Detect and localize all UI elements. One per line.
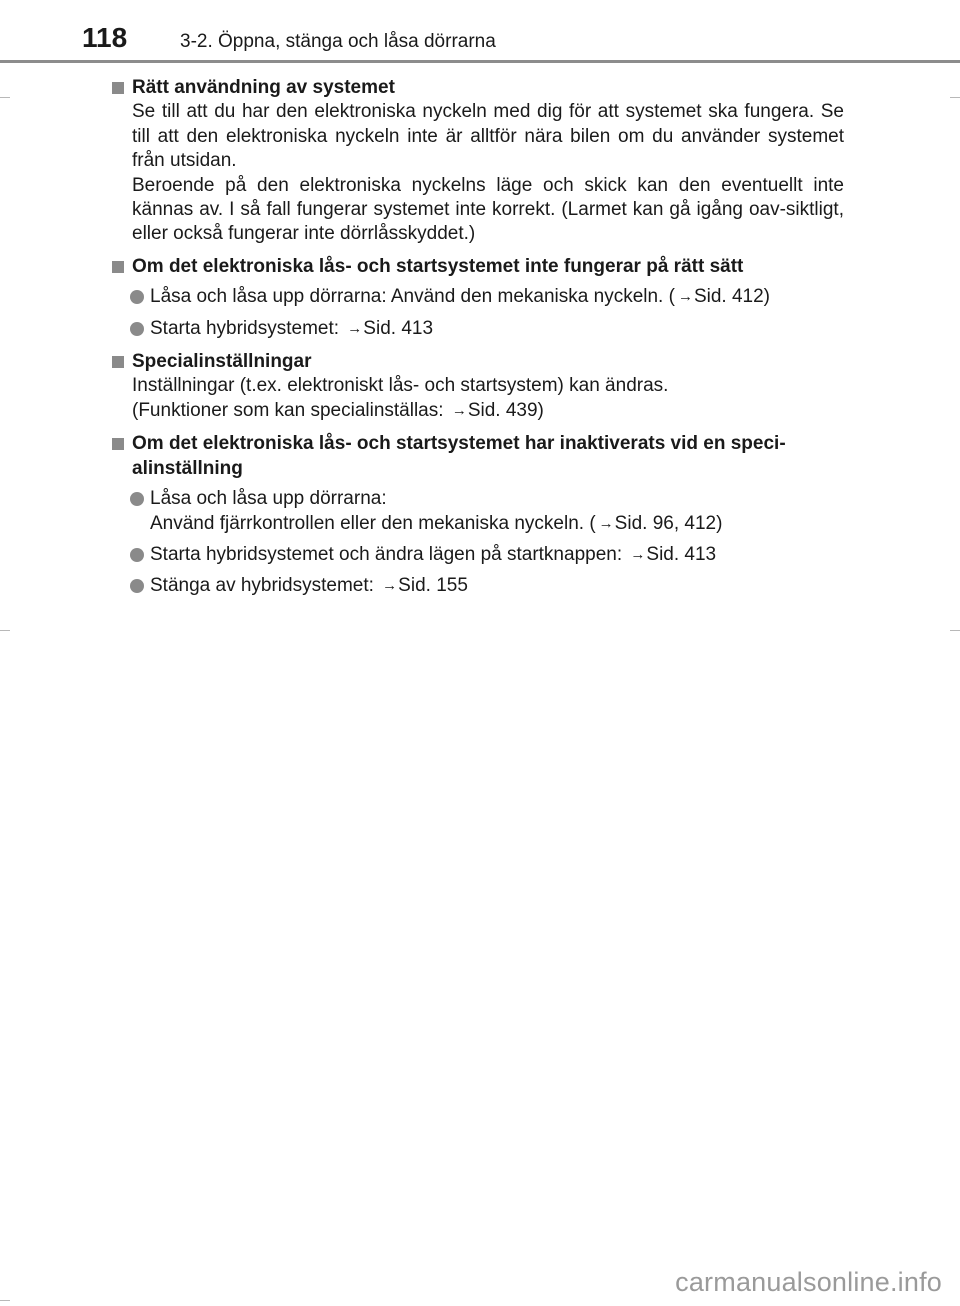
arrow-right-icon: → — [382, 577, 398, 595]
circle-bullet-icon — [130, 548, 144, 562]
header-divider — [0, 60, 960, 63]
list-item — [112, 543, 844, 568]
arrow-right-icon: → — [598, 514, 614, 532]
crop-mark — [950, 97, 960, 98]
paragraph: Beroende på den elektroniska nyckelns läge och skick kan den eventuellt inte kännas av. I så fall fungerar systemet inte korrekt. (Larmet kan gå igång oav-siktligt, eller också fungerar inte dörrlåsskyddet.) — [132, 174, 844, 245]
page-reference[interactable]: Sid. 413 — [646, 543, 717, 565]
section-heading-text: Om det elektroniska lås- och startsystemet har inaktiverats vid en speci-alinställning — [132, 433, 786, 479]
page-reference[interactable]: Sid. 439) — [467, 399, 544, 421]
section-heading-text: Rätt användning av systemet — [132, 77, 395, 98]
paragraph — [112, 399, 844, 424]
square-bullet-icon — [112, 82, 124, 94]
circle-bullet-icon — [130, 322, 144, 336]
chapter-title: 3-2. Öppna, stänga och låsa dörrarna — [180, 31, 496, 52]
paragraph: Se till att du har den elektroniska nyckeln med dig för att systemet ska fungera. Se till att den elektroniska nyckeln inte är alltför nära bilen om du använder systemet från utsidan. — [132, 101, 844, 172]
list-item-text: Stänga av hybridsystemet: — [150, 575, 380, 597]
list-item — [112, 285, 844, 310]
list-item-text: Starta hybridsystemet och ändra lägen på startknappen: — [150, 543, 628, 565]
circle-bullet-icon — [130, 290, 144, 304]
page-reference[interactable]: Sid. 155 — [398, 575, 468, 597]
page-reference[interactable]: Sid. 413 — [363, 317, 434, 339]
square-bullet-icon — [112, 261, 124, 273]
section-deactivated-system — [112, 432, 844, 599]
crop-mark — [0, 97, 10, 98]
page-reference[interactable]: Sid. 96, 412) — [614, 512, 723, 534]
page-number: 118 — [82, 22, 128, 53]
arrow-right-icon: → — [451, 401, 467, 419]
section-heading-text: Om det elektroniska lås- och startsystemet inte fungerar på rätt sätt — [132, 255, 744, 277]
crop-mark — [950, 630, 960, 631]
page-content — [112, 76, 844, 608]
section-heading — [112, 255, 844, 279]
page-reference[interactable]: Sid. 412) — [693, 286, 770, 308]
section-custom-settings — [112, 350, 844, 424]
circle-bullet-icon — [130, 579, 144, 593]
list-item — [112, 487, 844, 537]
square-bullet-icon — [112, 438, 124, 450]
list-item-text: Låsa och låsa upp dörrarna: Använd den mekaniska nyckeln. ( — [150, 286, 675, 308]
watermark: carmanualsonline.info — [675, 1267, 942, 1297]
section-heading — [112, 432, 844, 481]
list-item-text: Låsa och låsa upp dörrarna: — [150, 488, 387, 510]
square-bullet-icon — [112, 356, 124, 368]
paragraph: Inställningar (t.ex. elektroniskt lås- och startsystem) kan ändras. — [132, 375, 669, 397]
crop-mark — [0, 630, 10, 631]
circle-bullet-icon — [130, 492, 144, 506]
list-item — [112, 574, 844, 599]
crop-mark — [0, 1300, 10, 1301]
arrow-right-icon: → — [677, 288, 693, 306]
section-heading-text: Specialinställningar — [132, 351, 312, 373]
list-item — [112, 317, 844, 342]
page-header — [0, 0, 960, 62]
section-system-malfunction — [112, 255, 844, 342]
section-heading — [112, 76, 844, 100]
list-item-text: Använd fjärrkontrollen eller den mekaniska nyckeln. ( — [150, 512, 596, 534]
section-correct-use — [112, 76, 844, 247]
section-heading — [112, 350, 844, 374]
arrow-right-icon: → — [347, 319, 363, 337]
list-item-text: Starta hybridsystemet: — [150, 317, 345, 339]
paragraph-text: (Funktioner som kan specialinställas: — [132, 399, 449, 421]
arrow-right-icon: → — [630, 545, 646, 563]
